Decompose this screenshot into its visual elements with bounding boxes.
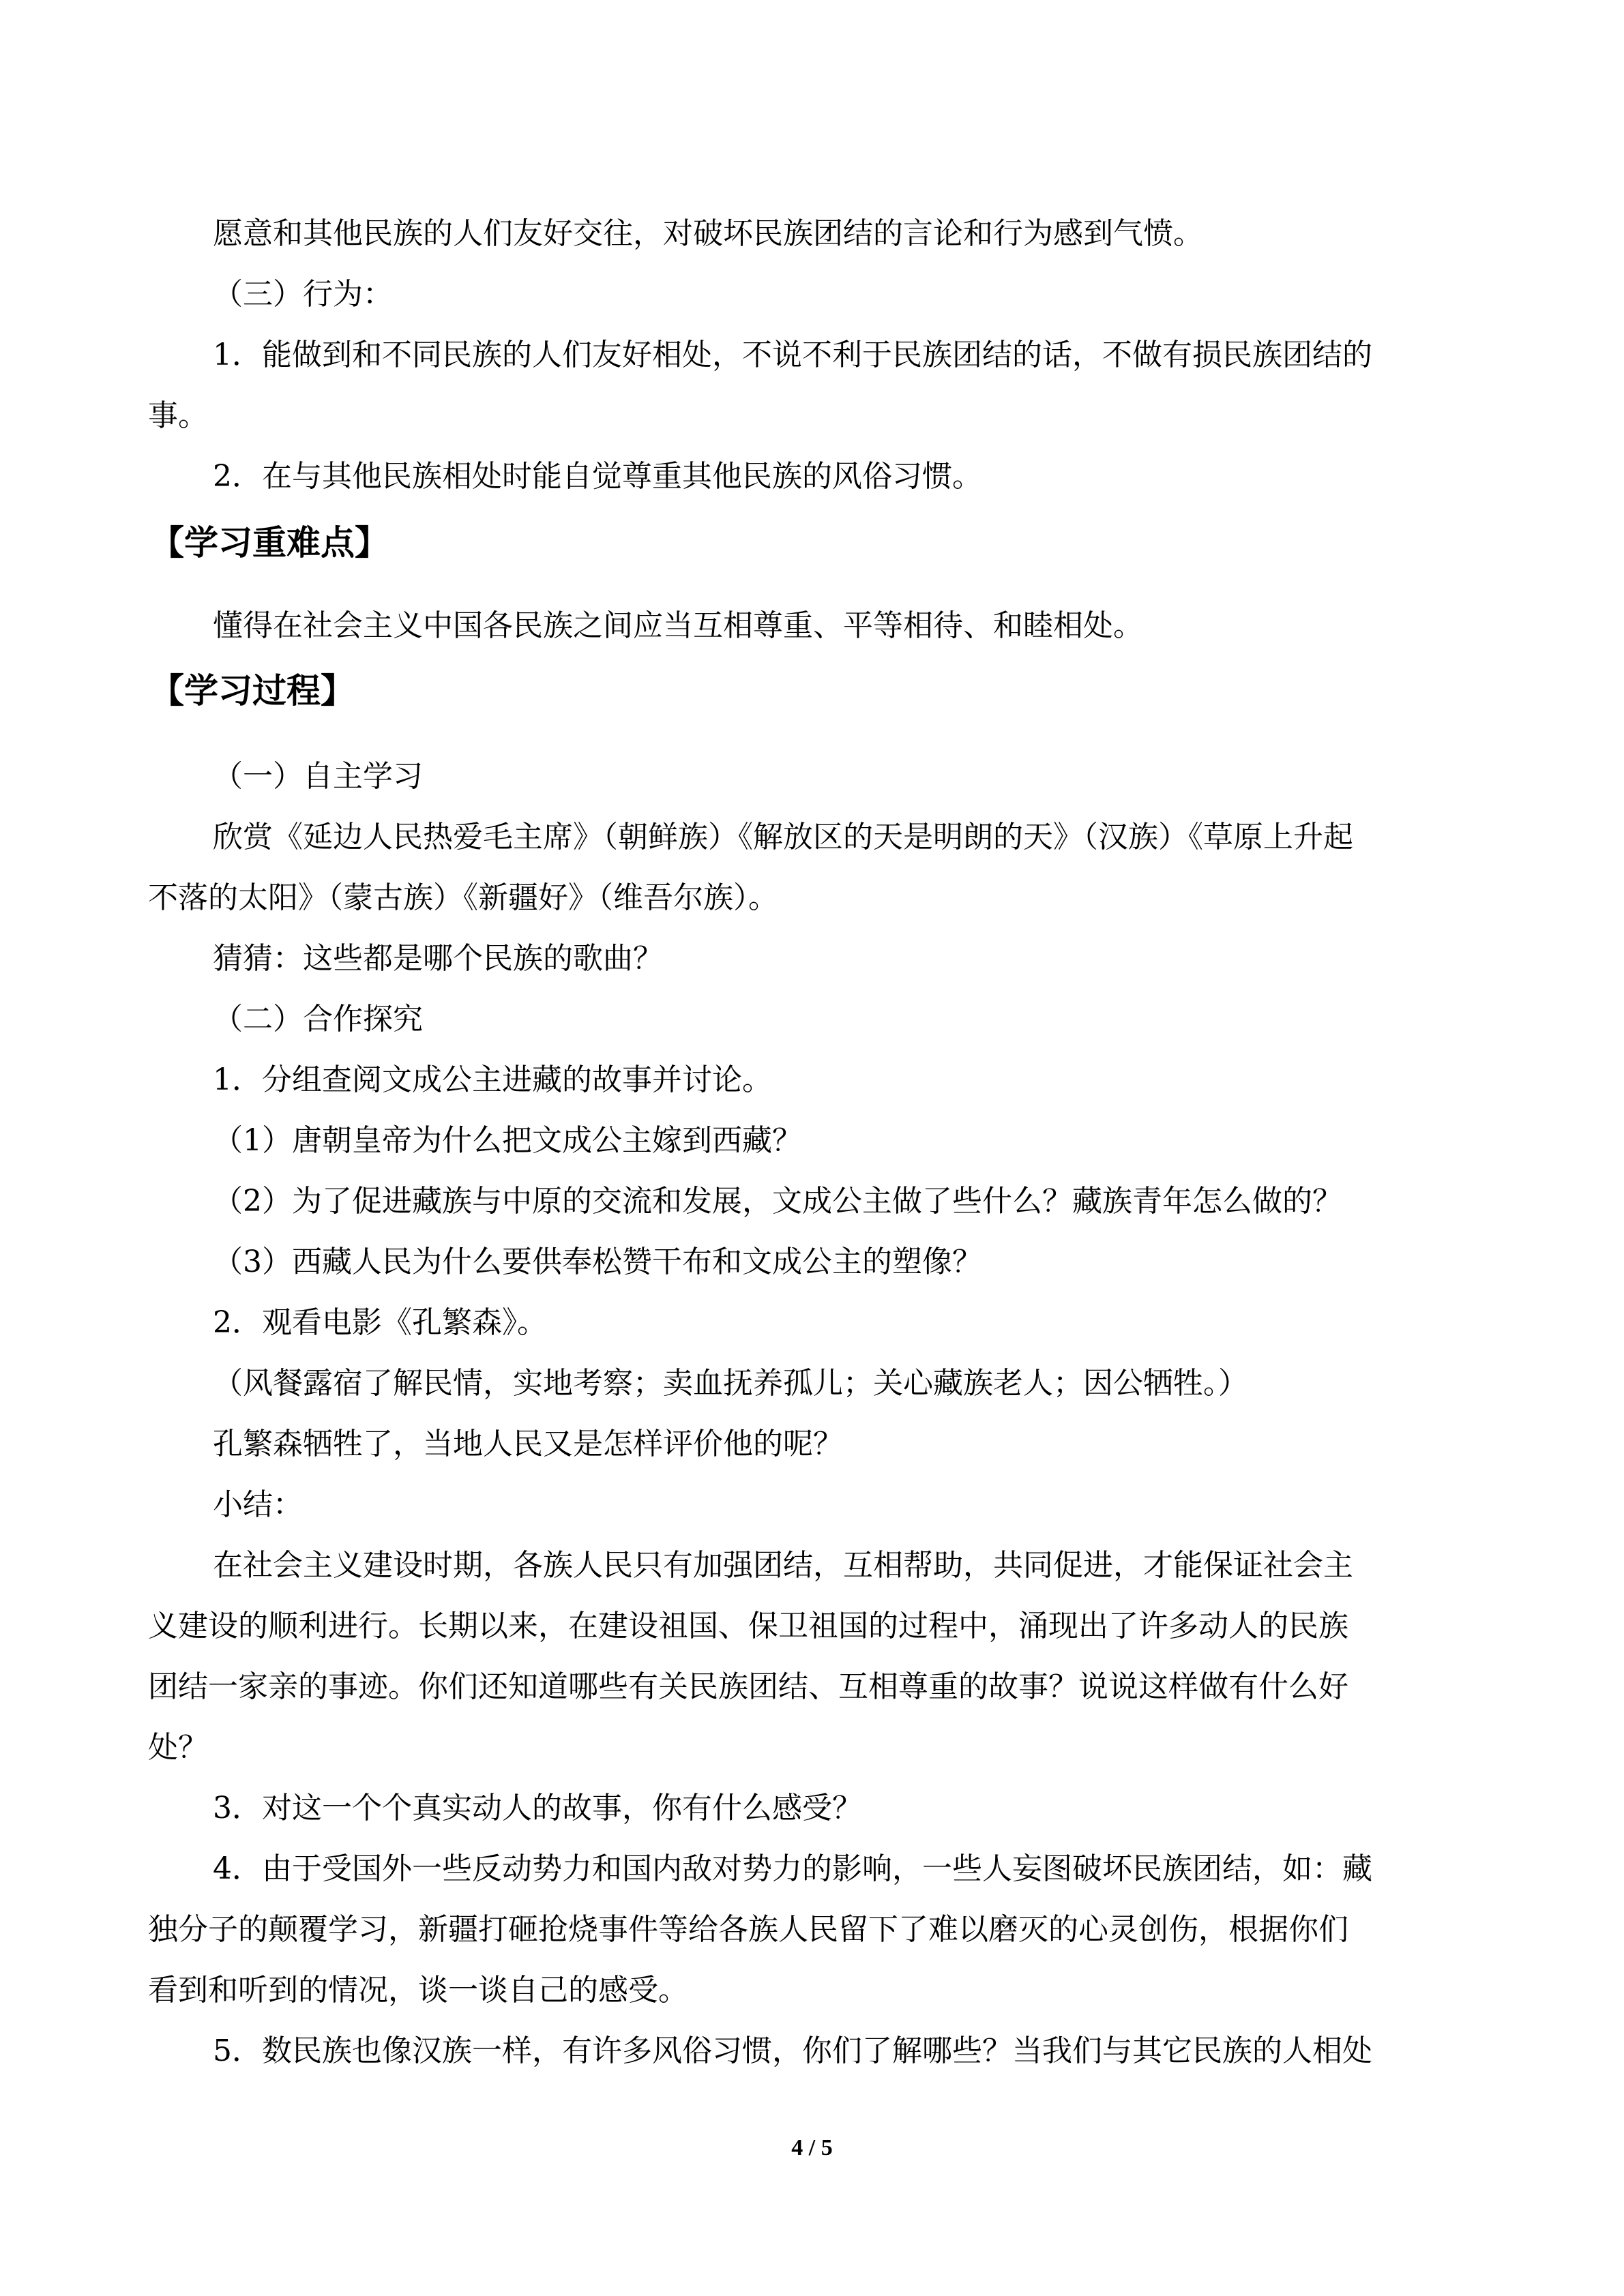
- text-line: 懂得在社会主义中国各民族之间应当互相尊重、平等相待、和睦相处。: [213, 608, 1143, 643]
- text-line: 5．数民族也像汉族一样，有许多风俗习惯，你们了解哪些？当我们与其它民族的人相处: [213, 2033, 1372, 2068]
- section-label-behavior: （三）行为：: [213, 277, 393, 312]
- text-line: 愿意和其他民族的人们友好交往，对破坏民族团结的言论和行为感到气愤。: [213, 216, 1203, 251]
- text-line: 看到和听到的情况，谈一谈自己的感受。: [148, 1973, 688, 2008]
- text-line: 独分子的颠覆学习，新疆打砸抢烧事件等给各族人民留下了难以磨灭的心灵创伤，根据你们: [148, 1912, 1348, 1947]
- page-number: 4 / 5: [791, 2135, 833, 2160]
- text-line: 在社会主义建设时期，各族人民只有加强团结，互相帮助，共同促进，才能保证社会主: [213, 1548, 1353, 1583]
- text-line: （1）唐朝皇帝为什么把文成公主嫁到西藏？: [213, 1123, 802, 1158]
- section-label-summary: 小结：: [213, 1487, 303, 1522]
- section-label-cooperative: （二）合作探究: [213, 1002, 423, 1037]
- text-line: 3．对这一个个真实动人的故事，你有什么感受？: [213, 1791, 862, 1825]
- text-line: 4．由于受国外一些反动势力和国内敌对势力的影响，一些人妄图破坏民族团结，如：藏: [213, 1851, 1372, 1886]
- text-line: 义建设的顺利进行。长期以来，在建设祖国、保卫祖国的过程中，涌现出了许多动人的民族: [148, 1609, 1348, 1643]
- text-line: 2．在与其他民族相处时能自觉尊重其他民族的风俗习惯。: [213, 459, 982, 494]
- text-line: （风餐露宿了解民情，实地考察；卖血抚养孤儿；关心藏族老人；因公牺牲。）: [213, 1366, 1248, 1401]
- text-line: （2）为了促进藏族与中原的交流和发展，文成公主做了些什么？藏族青年怎么做的？: [213, 1184, 1342, 1219]
- heading-learning-process: 【学习过程】: [150, 671, 355, 711]
- text-line: 不落的太阳》（蒙古族）《新疆好》（维吾尔族）。: [148, 880, 778, 915]
- text-line: 猜猜：这些都是哪个民族的歌曲？: [213, 941, 663, 976]
- section-label-self-study: （一）自主学习: [213, 759, 423, 794]
- text-line: 1．能做到和不同民族的人们友好相处，不说不利于民族团结的话，不做有损民族团结的: [213, 338, 1372, 372]
- text-line: （3）西藏人民为什么要供奉松赞干布和文成公主的塑像？: [213, 1244, 982, 1279]
- text-line: 处？: [148, 1730, 208, 1765]
- text-line: 欣赏《延边人民热爱毛主席》（朝鲜族）《解放区的天是明朗的天》（汉族）《草原上升起: [213, 820, 1353, 854]
- text-line: 团结一家亲的事迹。你们还知道哪些有关民族团结、互相尊重的故事？说说这样做有什么好: [148, 1669, 1348, 1704]
- heading-key-points: 【学习重难点】: [150, 523, 389, 563]
- text-line: 2．观看电影《孔繁森》。: [213, 1305, 547, 1340]
- text-line: 事。: [148, 398, 208, 433]
- text-line: 1．分组查阅文成公主进藏的故事并讨论。: [213, 1062, 772, 1097]
- text-line: 孔繁森牺牲了，当地人民又是怎样评价他的呢？: [213, 1427, 843, 1461]
